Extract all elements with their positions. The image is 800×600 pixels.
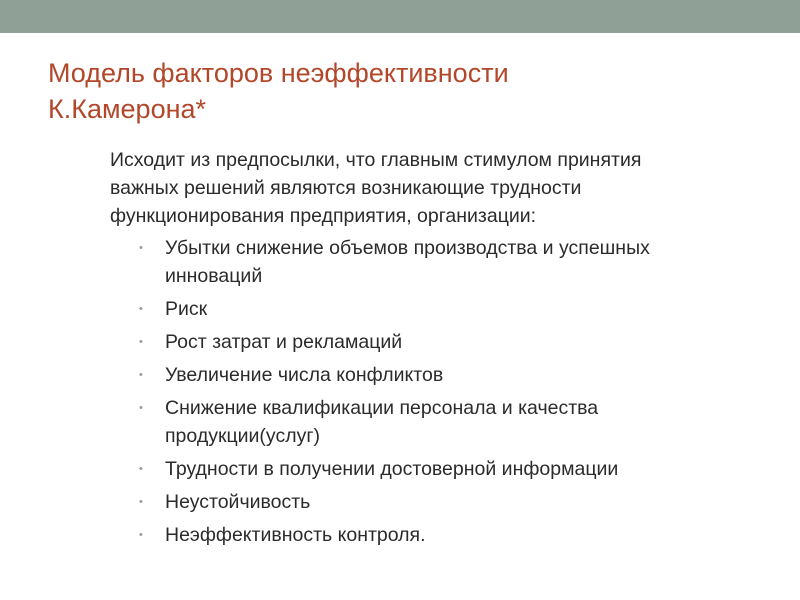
list-item-text: Рост затрат и рекламаций xyxy=(165,331,403,353)
intro-line-3: функционирования предприятия, организации: xyxy=(110,205,537,227)
list-item-text: Риск xyxy=(165,298,208,320)
list-item-text: Убытки снижение объемов производства и успешных xyxy=(165,237,650,259)
list-item xyxy=(139,455,769,483)
bullet-icon: • xyxy=(139,402,143,414)
list-item-text: Снижение квалификации персонала и качества xyxy=(165,397,599,419)
slide-title-line-1: Модель факторов неэффективности xyxy=(48,58,509,88)
list-item xyxy=(139,328,769,356)
bullet-icon: • xyxy=(139,336,143,348)
list-item-text: Трудности в получении достоверной информации xyxy=(165,458,619,480)
slide-title xyxy=(48,55,768,127)
intro-paragraph xyxy=(110,146,770,230)
list-item xyxy=(139,234,769,290)
list-item-text: Неустойчивость xyxy=(165,491,311,513)
list-item xyxy=(139,521,769,549)
bullet-icon: • xyxy=(139,369,143,381)
slide-title-line-2: К.Камерона* xyxy=(48,94,207,124)
intro-line-2: важных решений являются возникающие трудности xyxy=(110,177,582,199)
bullet-icon: • xyxy=(139,463,143,475)
list-item xyxy=(139,394,769,450)
bullet-icon: • xyxy=(139,496,143,508)
bullet-list xyxy=(139,234,769,554)
list-item-text: Увеличение числа конфликтов xyxy=(165,364,444,386)
bullet-icon: • xyxy=(139,303,143,315)
list-item xyxy=(139,488,769,516)
intro-line-1: Исходит из предпосылки, что главным стимулом принятия xyxy=(110,149,642,171)
list-item-text: Неэффективность контроля. xyxy=(165,524,426,546)
bullet-icon: • xyxy=(139,242,143,254)
list-item-text: инноваций xyxy=(165,265,263,287)
list-item xyxy=(139,295,769,323)
list-item-text: продукции(услуг) xyxy=(165,425,320,447)
list-item xyxy=(139,361,769,389)
bullet-icon: • xyxy=(139,529,143,541)
top-color-band xyxy=(0,0,800,33)
